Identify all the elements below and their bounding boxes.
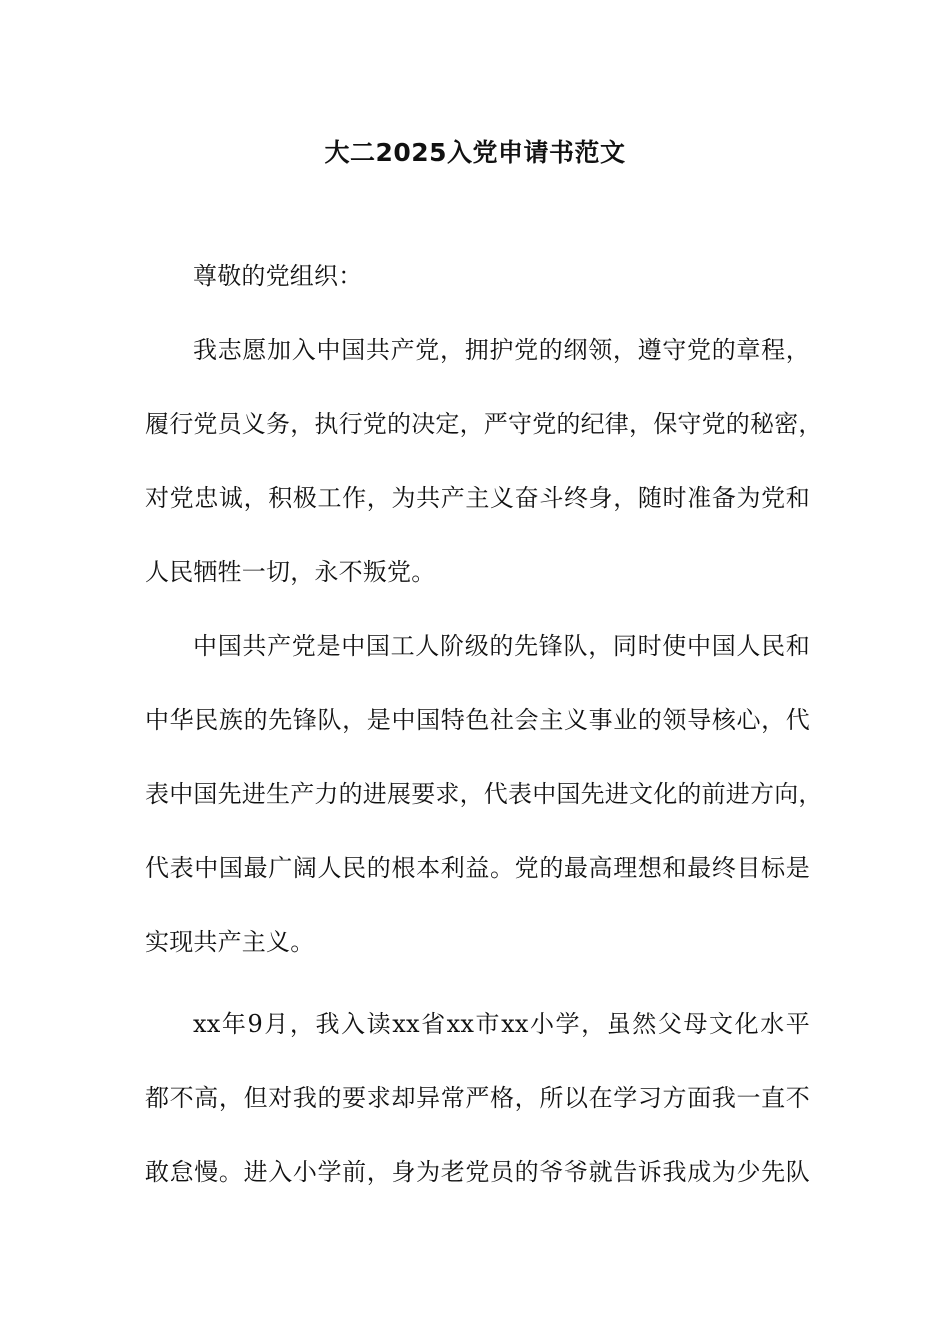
document-title: 大二2025入党申请书范文 [324,138,626,167]
paragraph-line: 敢怠慢。进入小学前，身为老党员的爷爷就告诉我成为少先队 [145,1158,810,1186]
paragraph-line: 对党忠诚，积极工作，为共产主义奋斗终身，随时准备为党和 [145,484,810,512]
paragraph-line: xx年9月，我入读xx省xx市xx小学，虽然父母文化水平 [193,1010,810,1038]
paragraph-line: 人民牺牲一切，永不叛党。 [145,558,436,586]
paragraph-line: 中国共产党是中国工人阶级的先锋队，同时使中国人民和 [193,632,810,660]
paragraph-line: 表中国先进生产力的进展要求，代表中国先进文化的前进方向， [145,780,823,808]
paragraph-line: 中华民族的先锋队，是中国特色社会主义事业的领导核心，代 [145,706,810,734]
paragraph-line: 履行党员义务，执行党的决定，严守党的纪律，保守党的秘密， [145,410,823,438]
salutation: 尊敬的党组织： [193,262,363,290]
paragraph-line: 代表中国最广阔人民的根本利益。党的最高理想和最终目标是 [145,854,810,882]
paragraph-line: 都不高，但对我的要求却异常严格，所以在学习方面我一直不 [145,1084,810,1112]
paragraph-line: 我志愿加入中国共产党，拥护党的纲领，遵守党的章程， [193,336,810,364]
paragraph-line: 实现共产主义。 [145,928,315,956]
